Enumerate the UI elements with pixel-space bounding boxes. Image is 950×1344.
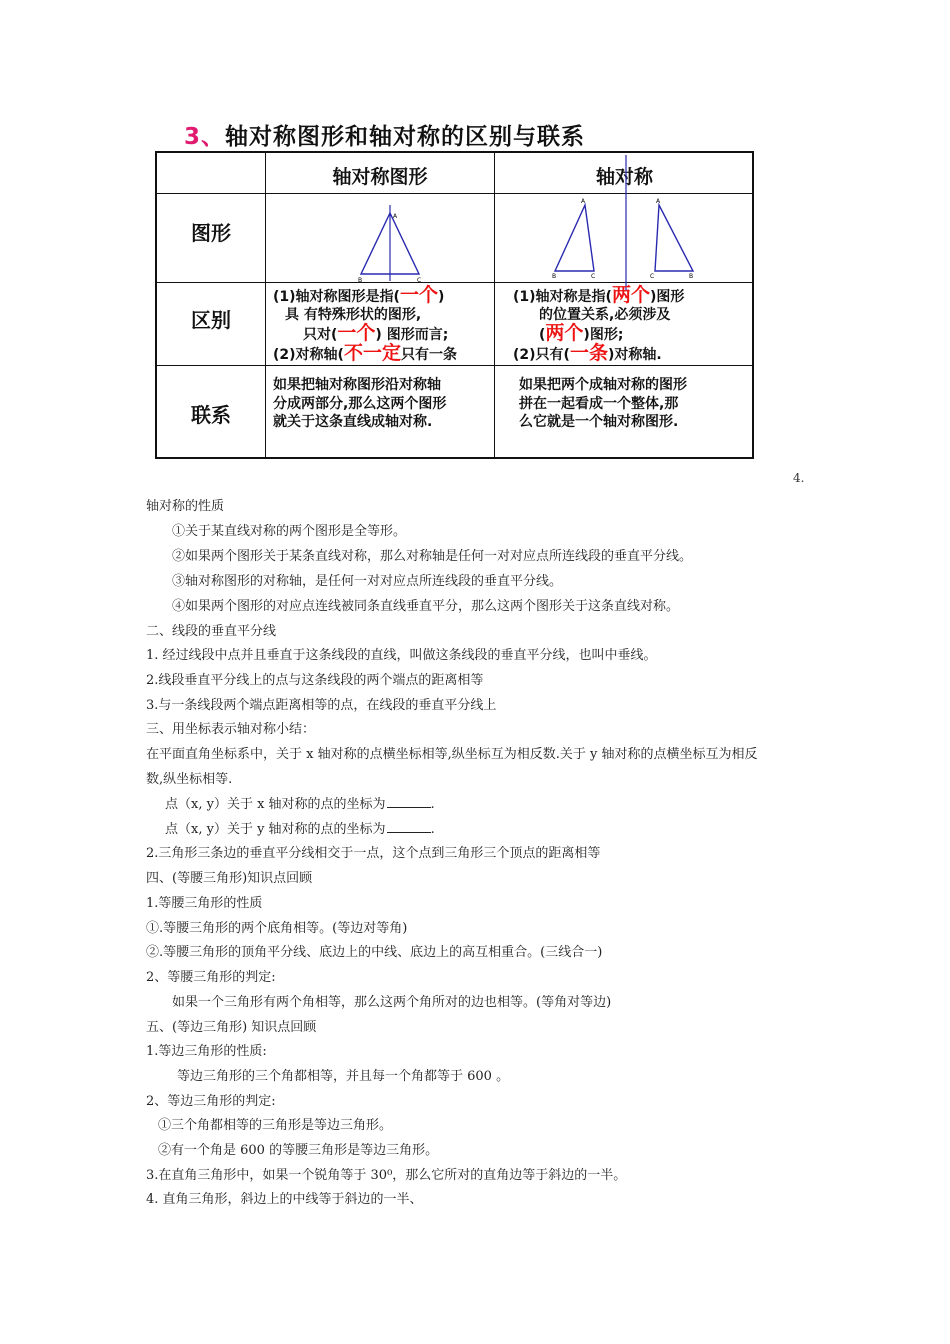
text-line: 轴对称的性质 [146,499,225,514]
section-number: 3、 [184,124,226,150]
connection-right-line: 如果把两个成轴对称的图形 [519,377,687,393]
vertex-label-b: B [552,273,557,280]
difference-left-line: (1)轴对称图形是指(一个) [273,284,445,306]
connection-left-line: 如果把轴对称图形沿对称轴 [273,377,441,393]
text-line: ②有一个角是 600 的等腰三角形是等边三角形。 [158,1143,439,1158]
text-line: ②如果两个图形关于某条直线对称，那么对称轴是任何一对对应点所连线段的垂直平分线。 [172,549,693,564]
difference-right-text [513,286,684,364]
text-line: ③轴对称图形的对称轴，是任何一对对应点所连线段的垂直平分线。 [172,574,563,589]
text-line: ①三个角都相等的三角形是等边三角形。 [158,1118,393,1133]
text-line: 二、线段的垂直平分线 [146,624,277,639]
difference-left-text [273,286,457,364]
text-line: ②.等腰三角形的顶角平分线、底边上的中线、底边上的高互相重合。(三线合一) [146,945,603,960]
vertex-label-b: B [689,273,694,280]
text-line: 三、用坐标表示轴对称小结： [146,722,316,737]
vertex-label-a: A [393,213,398,220]
text-line: 等边三角形的三个角都相等，并且每一个角都等于 600 。 [177,1069,510,1084]
difference-right-line: (1)轴对称是指(两个)图形 [513,284,685,306]
text-line: 2、等腰三角形的判定: [146,970,276,985]
vertex-label-b: B [358,277,363,284]
col-header-axial-symmetry: 轴对称 [595,166,653,188]
row-header-difference: 区别 [191,308,231,332]
text-line: 五、(等边三角形) 知识点回顾 [146,1020,317,1035]
text-line: 3.与一条线段两个端点距离相等的点，在线段的垂直平分线上 [146,698,497,713]
text-line: 如果一个三角形有两个角相等，那么这两个角所对的边也相等。(等角对等边) [172,995,612,1010]
text-line: 1.等腰三角形的性质 [146,896,263,911]
connection-right-line: 拼在一起看成一个整体,那 [519,395,679,412]
answer-blank [387,795,431,808]
page-number: 4. [793,471,805,485]
section-heading [184,118,585,151]
text-line: 1. 经过线段中点并且垂直于这条线段的直线，叫做这条线段的垂直平分线，也叫中垂线。 [146,648,657,663]
difference-left-line: (2)对称轴(不一定只有一条 [273,342,457,364]
text-line: ④如果两个图形的对应点连线被同条直线垂直平分，那么这两个图形关于这条直线对称。 [172,599,680,614]
comparison-table [155,151,754,459]
vertex-label-a: A [656,198,661,205]
text-line: 1.等边三角形的性质: [146,1044,267,1059]
vertex-label-c: C [417,277,422,284]
text-line: 点（x, y）关于 x 轴对称的点的坐标为 . [165,797,435,812]
row-header-figure: 图形 [191,221,231,245]
text-line: 在平面直角坐标系中，关于 x 轴对称的点横坐标相等,纵坐标互为相反数.关于 y 轴对称的点横坐标互为相反 [146,747,758,762]
text-line: 2.三角形三条边的垂直平分线相交于一点，这个点到三角形三个顶点的距离相等 [146,846,601,861]
difference-right-line: 的位置关系,必须涉及 [539,307,671,323]
difference-left-line: 具 有特殊形状的图形, [285,307,422,323]
text-line: 2.线段垂直平分线上的点与这条线段的两个端点的距离相等 [146,673,484,688]
text-line: ①关于某直线对称的两个图形是全等形。 [172,524,407,539]
text-line: 4. 直角三角形，斜边上的中线等于斜边的一半、 [146,1192,423,1207]
difference-right-line: (两个)图形; [539,322,624,344]
text-line: 四、(等腰三角形)知识点回顾 [146,871,313,886]
text-line: ①.等腰三角形的两个底角相等。(等边对等角) [146,921,408,936]
text-line: 点（x, y）关于 y 轴对称的点的坐标为 . [165,822,435,837]
col-header-axisymmetric-figure: 轴对称图形 [332,166,428,188]
connection-left-text [273,376,446,432]
difference-left-line: 只对(一个) 图形而言; [303,322,449,344]
symmetric-pair-figure [552,155,693,291]
text-line: 3.在直角三角形中，如果一个锐角等于 30⁰，那么它所对的直角边等于斜边的一半。 [146,1168,627,1183]
answer-blank [387,820,431,833]
difference-right-line: (2)只有(一条)对称轴. [513,342,662,364]
vertex-label-a: A [581,198,586,205]
text-line: 2、等边三角形的判定: [146,1094,276,1109]
row-header-connection: 联系 [191,403,231,427]
connection-left-line: 分成两部分,那么这两个图形 [273,395,447,412]
vertex-label-c: C [591,273,596,280]
vertex-label-c: C [650,273,655,280]
connection-right-text [519,376,687,432]
connection-left-line: 就关于这条直线成轴对称. [273,414,433,430]
connection-right-line: 么它就是一个轴对称图形. [519,414,679,430]
isosceles-triangle-figure [358,205,421,284]
section-title: 轴对称图形和轴对称的区别与联系 [225,124,586,150]
text-line: 数,纵坐标相等. [146,772,233,787]
